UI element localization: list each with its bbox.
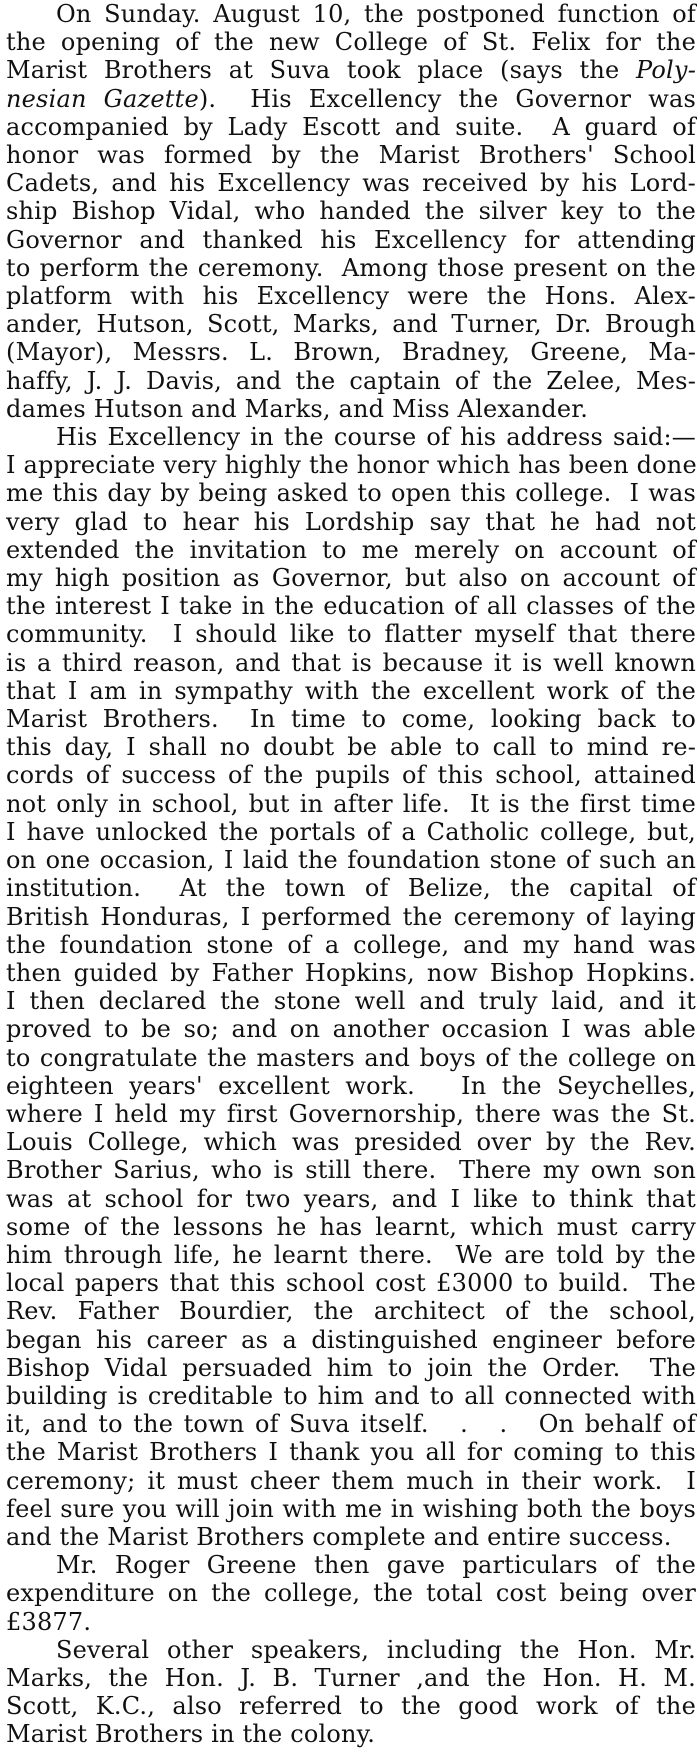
text-line: to congratulate the masters and boys of the college on [6,1043,696,1072]
text-line: the foundation stone of a college, and my hand was [6,930,696,959]
text-line: extended the invitation to me merely on account of [6,535,696,564]
article-paragraph [6,0,696,423]
text-line: the Marist Brothers I thank you all for coming to this [6,1438,696,1467]
text-line: not only in school, but in after life. It is the first time [6,789,696,818]
text-line: accompanied by Lady Escott and suite. A guard of [6,112,696,141]
text-line: very glad to hear his Lordship say that he had not [6,507,696,536]
news-article [6,0,697,1749]
text-line: (Mayor), Messrs. L. Brown, Bradney, Greene, Ma- [6,338,696,367]
text-line: feel sure you will join with me in wishing both the boys [6,1494,696,1523]
text-line: him through life, he learnt there. We are told by the [6,1240,696,1269]
text-line: where I held my first Governorship, there was the St. [6,1099,696,1128]
text-line: On Sunday. August 10, the postponed function of [56,0,696,28]
text-line: on one occasion, I laid the foundation stone of such an [6,846,696,875]
text-line: institution. At the town of Belize, the capital of [6,874,696,903]
text-line: His Excellency in the course of his address said:— [56,423,696,452]
article-paragraph [6,423,696,1551]
text-line: eighteen years' excellent work. In the Seychelles, [6,1071,696,1100]
text-line: Cadets, and his Excellency was received by his Lord- [6,169,696,198]
text-line: dames Hutson and Marks, and Miss Alexander. [6,394,589,423]
publication-title-part: nesian Gazette [6,84,199,113]
text-line: Bishop Vidal persuaded him to join the Order. The [6,1353,696,1382]
text-line: it, and to the town of Suva itself. . . On behalf of [6,1410,696,1439]
text-line: cords of success of the pupils of this school, attained [6,761,696,790]
text-line: is a third reason, and that is because it is well known [6,648,696,677]
text-line: nesian Gazette). His Excellency the Governor was [6,84,696,113]
text-line: began his career as a distinguished engineer before [6,1325,696,1354]
text-line: I then declared the stone well and truly laid, and it [6,987,696,1016]
text-line: Governor and thanked his Excellency for attending [6,225,696,254]
text-line: Mr. Roger Greene then gave particulars of the [56,1551,696,1580]
text-line: me this day by being asked to open this college. I was [6,479,696,508]
text-line: £3877. [6,1607,92,1636]
text-line: ship Bishop Vidal, who handed the silver key to the [6,197,696,226]
text-line: local papers that this school cost £3000 to build. The [6,1269,696,1298]
text-line: ceremony; it must cheer them much in their work. I [6,1466,696,1495]
text-line: Marist Brothers. In time to come, looking back to [6,705,696,734]
text-line: that I am in sympathy with the excellent work of the [6,676,696,705]
text-line: my high position as Governor, but also on account of [6,564,696,593]
text-line: I have unlocked the portals of a Catholic college, but, [6,817,696,846]
text-line: the opening of the new College of St. Felix for the [6,28,696,57]
text-line: ander, Hutson, Scott, Marks, and Turner, Dr. Brough [6,310,696,339]
text-line: some of the lessons he has learnt, which must carry [6,1212,696,1241]
text-line: then guided by Father Hopkins, now Bishop Hopkins. [6,958,696,987]
text-line: British Honduras, I performed the ceremony of laying [6,902,696,931]
text-line: I appreciate very highly the honor which has been done [6,451,697,480]
article-paragraph [6,1551,696,1636]
publication-title-part: Poly- [636,56,696,85]
text-line: building is creditable to him and to all connected with [6,1381,696,1410]
text-line: proved to be so; and on another occasion I was able [6,1015,696,1044]
text-line: Scott, K.C., also referred to the good work of the [6,1692,696,1721]
text-line: Several other speakers, including the Hon. Mr. [56,1635,696,1664]
text-line: this day, I shall no doubt be able to call to mind re- [6,733,696,762]
text-line: was at school for two years, and I like to think that [6,1184,696,1213]
text-line: Louis College, which was presided over by the Rev. [6,1128,696,1157]
text-line: honor was formed by the Marist Brothers' School [6,141,696,170]
text-line: to perform the ceremony. Among those present on the [6,253,696,282]
text-line: platform with his Excellency were the Hons. Alex- [6,282,696,311]
text-line: Marks, the Hon. J. B. Turner ,and the Hon. H. M. [6,1663,696,1692]
text-line: Marist Brothers in the colony. [6,1720,376,1749]
article-paragraph [6,1636,696,1749]
text-line: Marist Brothers at Suva took place (says the Poly- [6,56,696,85]
text-line: the interest I take in the education of all classes of the [6,592,696,621]
text-line: expenditure on the college, the total cost being over [6,1579,696,1608]
text-line: and the Marist Brothers complete and entire success. [6,1522,672,1551]
text-line: Brother Sarius, who is still there. There my own son [6,1156,696,1185]
text-line: haffy, J. J. Davis, and the captain of the Zelee, Mes- [6,366,696,395]
text-line: Rev. Father Bourdier, the architect of the school, [6,1297,696,1326]
text-line: community. I should like to flatter myself that there [6,620,696,649]
